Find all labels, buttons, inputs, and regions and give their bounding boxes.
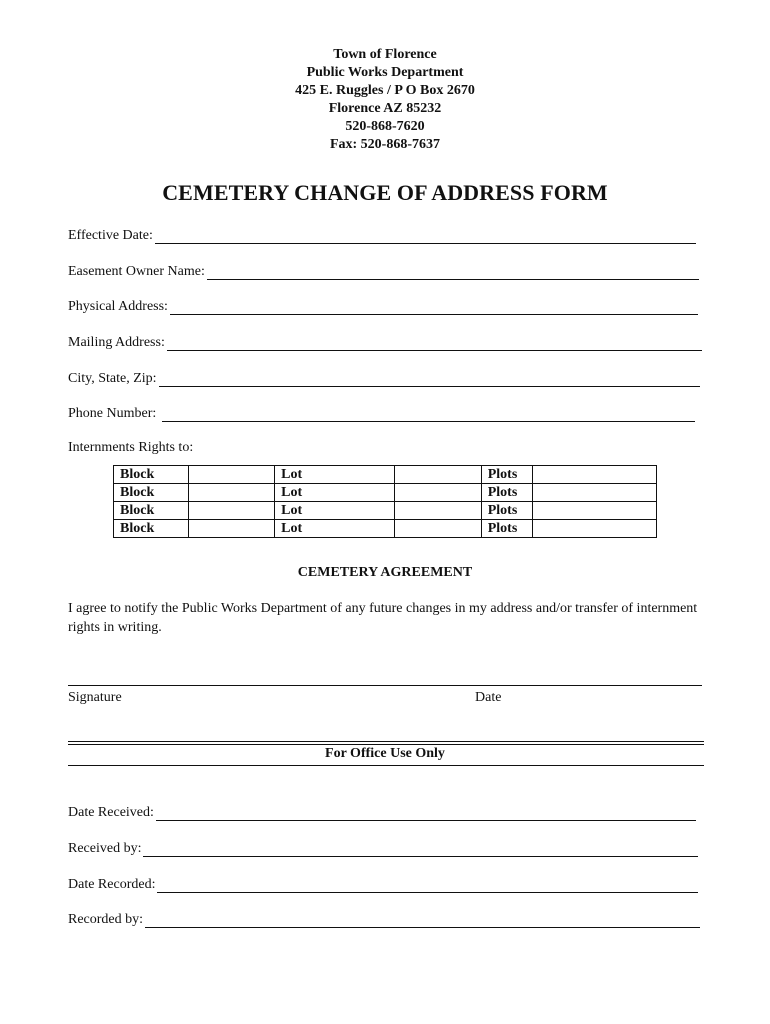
block-label: Block	[114, 502, 189, 520]
physical-address-field[interactable]	[68, 297, 698, 315]
plots-input[interactable]	[533, 520, 657, 538]
block-label: Block	[114, 484, 189, 502]
table-row	[114, 520, 657, 538]
plots-input[interactable]	[533, 484, 657, 502]
physical-address-label: Physical Address:	[68, 299, 168, 314]
table-row	[114, 484, 657, 502]
divider-bottom	[68, 765, 704, 766]
signature-label: Signature	[68, 690, 122, 705]
phone-header: 520-868-7620	[345, 119, 425, 134]
recorded-by-line[interactable]	[145, 914, 700, 928]
department-name: Public Works Department	[306, 65, 464, 80]
block-label: Block	[114, 520, 189, 538]
table-row	[114, 466, 657, 484]
agreement-text: I agree to notify the Public Works Department of any future changes in my address and/or transfer of internment rights in writing.	[68, 601, 698, 635]
physical-address-line[interactable]	[170, 301, 698, 315]
city-state-zip-line[interactable]	[159, 373, 700, 387]
phone-number-line[interactable]	[162, 408, 695, 422]
phone-number-label: Phone Number:	[68, 406, 160, 421]
city-state-zip-label: City, State, Zip:	[68, 371, 157, 386]
city-state-zip-field[interactable]	[68, 369, 700, 387]
received-by-line[interactable]	[143, 843, 698, 857]
easement-owner-label: Easement Owner Name:	[68, 264, 205, 279]
date-received-line[interactable]	[156, 807, 696, 821]
plots-label: Plots	[481, 502, 533, 520]
form-header	[0, 46, 770, 154]
phone-number-field[interactable]	[68, 404, 695, 422]
lot-input[interactable]	[395, 484, 481, 502]
lot-label: Lot	[275, 466, 395, 484]
date-received-label: Date Received:	[68, 805, 154, 820]
received-by-label: Received by:	[68, 841, 142, 856]
mailing-address-label: Mailing Address:	[68, 335, 165, 350]
easement-owner-line[interactable]	[207, 266, 699, 280]
lot-input[interactable]	[395, 502, 481, 520]
date-received-field[interactable]	[68, 803, 696, 821]
effective-date-label: Effective Date:	[68, 228, 153, 243]
date-recorded-label: Date Recorded:	[68, 877, 156, 892]
divider-top	[68, 741, 704, 742]
internment-rights-table	[113, 465, 657, 538]
block-input[interactable]	[188, 502, 274, 520]
effective-date-field[interactable]	[68, 226, 696, 244]
town-name: Town of Florence	[333, 47, 437, 62]
mailing-address-line[interactable]	[167, 337, 702, 351]
lot-input[interactable]	[395, 466, 481, 484]
lot-input[interactable]	[395, 520, 481, 538]
table-row	[114, 502, 657, 520]
agreement-title: CEMETERY AGREEMENT	[297, 565, 473, 580]
street-address: 425 E. Ruggles / P O Box 2670	[295, 83, 475, 98]
block-input[interactable]	[188, 520, 274, 538]
plots-label: Plots	[481, 484, 533, 502]
lot-label: Lot	[275, 502, 395, 520]
block-label: Block	[114, 466, 189, 484]
plots-label: Plots	[481, 520, 533, 538]
form-title: CEMETERY CHANGE OF ADDRESS FORM	[162, 180, 608, 205]
lot-label: Lot	[275, 520, 395, 538]
lot-label: Lot	[275, 484, 395, 502]
block-input[interactable]	[188, 466, 274, 484]
received-by-field[interactable]	[68, 839, 698, 857]
mailing-address-field[interactable]	[68, 333, 702, 351]
divider-top-inner	[68, 744, 704, 745]
plots-input[interactable]	[533, 466, 657, 484]
office-use-heading: For Office Use Only	[325, 746, 445, 761]
fax-header: Fax: 520-868-7637	[329, 137, 441, 152]
signature-line[interactable]	[68, 685, 702, 686]
date-recorded-field[interactable]	[68, 875, 698, 893]
city-state-zip-header: Florence AZ 85232	[328, 101, 442, 116]
effective-date-line[interactable]	[155, 230, 696, 244]
plots-input[interactable]	[533, 502, 657, 520]
block-input[interactable]	[188, 484, 274, 502]
easement-owner-field[interactable]	[68, 262, 699, 280]
recorded-by-label: Recorded by:	[68, 912, 144, 927]
internments-label: Internments Rights to:	[68, 440, 194, 455]
plots-label: Plots	[481, 466, 533, 484]
date-label: Date	[475, 690, 502, 705]
date-recorded-line[interactable]	[157, 879, 698, 893]
recorded-by-field[interactable]	[68, 910, 700, 928]
